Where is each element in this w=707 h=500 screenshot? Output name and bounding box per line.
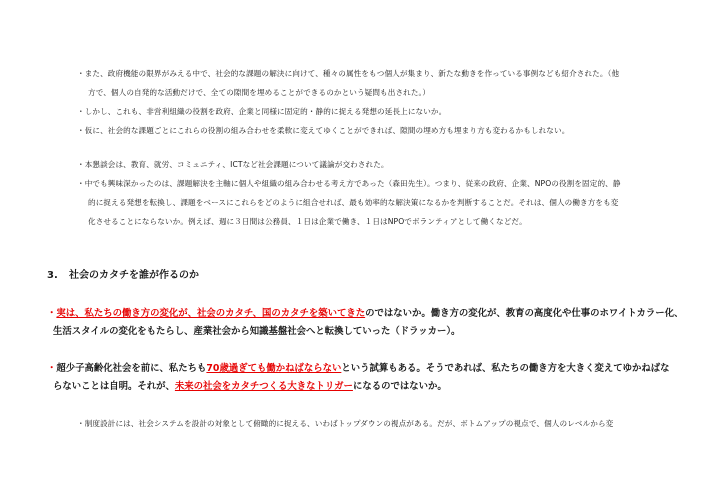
highlight-text: 未来の社会をカタチつくる大きなトリガー — [174, 381, 353, 392]
paragraph-text: という試算もある。そうであれば、私たちの働き方を大きく変えてゆかねばな — [341, 363, 670, 374]
text-line: ・制度設計には、社会システムを設計の対象として俯瞰的に捉える、いわばトップダウンの視点がある。だが、ボトムアップの視点で、個人のレベルから変 — [77, 419, 614, 428]
text-line: 方で、個人の自発的な活動だけで、全ての隙間を埋めることができるのかという疑問も出された。） — [88, 88, 431, 97]
text-line: ・しかし、これも、非営利組織の役割を政府、企業と同様に固定的・静的に捉える発想の延長上にないか。 — [77, 107, 447, 116]
bold-paragraph-line — [47, 362, 669, 375]
paragraph-text: 超少子高齢化社会を前に、私たちも — [56, 363, 207, 374]
bold-paragraph-line — [47, 307, 683, 320]
bold-paragraph-line — [53, 380, 447, 393]
section-title: 社会のカタチを誰が作るのか — [69, 270, 199, 281]
section-heading — [47, 266, 199, 281]
paragraph-text: のではないか。働き方の変化が、教育の高度化や仕事のホワイトカラー化、 — [365, 308, 684, 319]
highlight-text: 実は、私たちの働き方の変化が、社会のカタチ、国のカタチを築いてきた — [56, 308, 366, 319]
text-line: ・本懇談会は、教育、就労、コミュニティ、ICTなど社会課題について議論が交わされた。 — [77, 160, 389, 169]
paragraph-text: らないことは自明。それが、 — [53, 381, 175, 392]
section-number: 3. — [47, 270, 58, 281]
highlight-text: 70歳過ぎても働かねばならない — [206, 363, 342, 374]
text-line: ・また、政府機能の限界がみえる中で、社会的な課題の解決に向けて、種々の属性をもつ個人が集まり、新たな動きを作っている事例なども紹介された。（他 — [77, 69, 620, 78]
text-line: 化させることにならないか。例えば、週に３日間は公務員、１日は企業で働き、１日はNPOでボランティアとして働くなどだ。 — [88, 217, 527, 226]
bold-paragraph-line: 生活スタイルの変化をもたらし、産業社会から知識基盤社会へと転換していった（ドラッカー）。 — [53, 326, 461, 337]
text-line: ・仮に、社会的な課題ごとにこれらの役割の組み合わせを柔軟に変えてゆくことができれば、隙間の埋め方も埋まり方も変わるかもしれない。 — [77, 126, 570, 135]
bullet-marker: ・ — [47, 363, 57, 374]
text-line: 的に捉える発想を転換し、課題をベースにこれらをどのように組合せれば、最も効率的な解決策になるかを判断することだ。それは、個人の働き方をも変 — [88, 198, 619, 207]
paragraph-text: になるのではないか。 — [352, 381, 447, 392]
bullet-marker: ・ — [47, 308, 57, 319]
text-line: ・中でも興味深かったのは、課題解決を主軸に個人や組織の組み合わせる考え方であった（森田先生）。つまり、従来の政府、企業、NPOの役割を固定的、静 — [77, 179, 621, 188]
